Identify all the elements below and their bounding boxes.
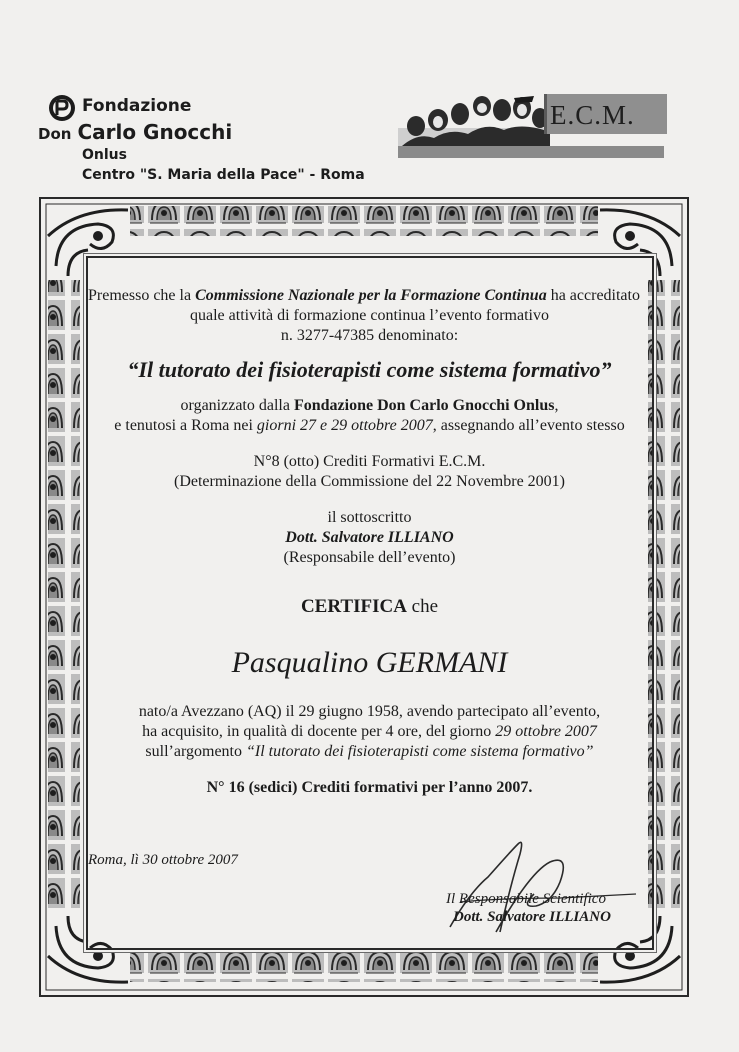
org-onlus: Onlus bbox=[82, 147, 127, 163]
org-don: Don bbox=[38, 125, 72, 143]
held-line bbox=[0, 416, 739, 436]
teaching-date: 29 ottobre 2007 bbox=[495, 723, 597, 740]
recipient-name: Pasqualino GERMANI bbox=[231, 646, 508, 679]
intro-text-b: ha accreditato bbox=[546, 287, 640, 304]
organizer-text-a: organizzato dalla bbox=[180, 397, 294, 414]
credits-paragraph bbox=[0, 452, 739, 492]
detail-line-1: nato/a Avezzano (AQ) il 29 giugno 1958, avendo partecipato all’evento, bbox=[138, 703, 601, 720]
teaching-topic: “Il tutorato dei fisioterapisti come sistema formativo” bbox=[246, 743, 594, 760]
detail-line-3 bbox=[0, 742, 739, 762]
org-line-fondazione: Fondazione bbox=[82, 96, 192, 116]
credits-total: N° 16 (sedici) Crediti formativi per l’anno 2007. bbox=[206, 779, 533, 796]
ecm-underline-strip bbox=[398, 146, 664, 158]
detail-paragraph bbox=[0, 702, 739, 762]
organizer-line bbox=[0, 396, 739, 416]
signer-name: Dott. Salvatore ILLIANO bbox=[285, 529, 454, 546]
event-title: “Il tutorato dei fisioterapisti come sistema formativo” bbox=[127, 357, 612, 382]
certifica-word: CERTIFICA bbox=[300, 596, 407, 617]
commission-name: Commissione Nazionale per la Formazione Continua bbox=[195, 287, 547, 304]
detail-line-2 bbox=[0, 722, 739, 742]
org-name bbox=[38, 120, 232, 144]
foundation-logo bbox=[36, 90, 396, 190]
organizer-text-b: , bbox=[554, 397, 559, 414]
certifica-heading bbox=[0, 595, 739, 619]
event-dates: giorni 27 e 29 ottobre 2007 bbox=[256, 417, 433, 434]
signer-paragraph bbox=[0, 508, 739, 568]
certifica-che: che bbox=[406, 596, 439, 617]
detail-text-2a: ha acquisito, in qualità di docente per 4 ore, del giorno bbox=[142, 723, 496, 740]
organizer-paragraph bbox=[0, 396, 739, 436]
detail-text-3a: sull’argomento bbox=[145, 743, 246, 760]
held-text-b: , assegnando all’evento stesso bbox=[432, 417, 625, 434]
signer-role: (Responsabile dell’evento) bbox=[283, 549, 456, 566]
intro-text-a: Premesso che la bbox=[88, 287, 196, 304]
organizer-name: Fondazione Don Carlo Gnocchi Onlus bbox=[293, 397, 555, 414]
sign-role: Il Responsabile Scientifico bbox=[446, 891, 606, 907]
ecm-label: E.C.M. bbox=[550, 100, 635, 130]
credits-line: N°8 (otto) Crediti Formativi E.C.M. bbox=[253, 453, 486, 470]
foundation-emblem-icon bbox=[48, 94, 76, 122]
held-text-a: e tenutosi a Roma nei bbox=[114, 417, 257, 434]
signer-intro: il sottoscritto bbox=[327, 509, 412, 526]
intro-line-3: n. 3277-47385 denominato: bbox=[280, 327, 459, 344]
org-name-text: Carlo Gnocchi bbox=[77, 120, 233, 144]
intro-line-1 bbox=[88, 286, 651, 306]
intro-line-2: quale attività di formazione continua l’evento formativo bbox=[190, 307, 549, 324]
sign-name: Dott. Salvatore ILLIANO bbox=[453, 909, 611, 925]
place-date: Roma, lì 30 ottobre 2007 bbox=[88, 852, 238, 868]
determination-line: (Determinazione della Commissione del 22 Novembre 2001) bbox=[173, 473, 565, 490]
org-centre: Centro "S. Maria della Pace" - Roma bbox=[82, 167, 365, 183]
ecm-banner bbox=[398, 88, 670, 160]
